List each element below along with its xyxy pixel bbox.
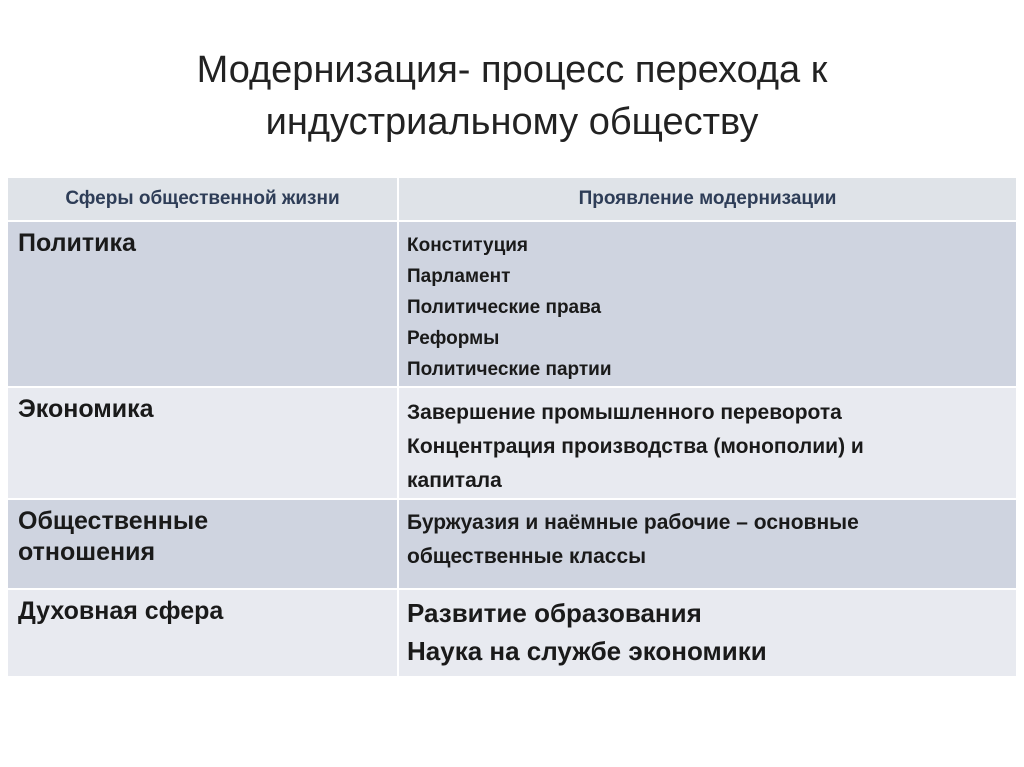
sphere-social-relations [8,498,399,588]
list-item: Буржуазия и наёмные рабочие – основные [407,511,859,534]
list-item: Завершение промышленного переворота [407,401,842,424]
list-item: Политические права [407,297,602,318]
table-row [8,386,1016,498]
sphere-label-line-1: Общественные [18,507,209,535]
slide-title-line-2: индустриальному обществу [265,101,759,143]
sphere-spiritual: Духовная сфера [8,588,399,676]
list-item: Парламент [407,266,511,287]
list-item: Конституция [407,235,529,256]
list-item: Концентрация производства (монополии) и [407,435,864,458]
table-header-row [8,178,1016,220]
list-item: Наука на службе экономики [407,636,767,666]
sphere-economy: Экономика [8,386,399,498]
slide-title [60,44,964,148]
sphere-politics: Политика [8,220,399,386]
slide-title-line-1: Модернизация- процесс перехода к [196,49,828,91]
table-row [8,588,1016,676]
header-manifestation: Проявление модернизации [399,178,1016,220]
spiritual-items [399,588,1016,676]
politics-items [399,220,1016,386]
economy-items [399,386,1016,498]
modernization-table [8,178,1016,676]
table-row [8,498,1016,588]
table-row [8,220,1016,386]
list-item: Реформы [407,328,500,349]
sphere-label-line-2: отношения [18,538,156,566]
list-item: Развитие образования [407,598,702,628]
header-spheres: Сферы общественной жизни [8,178,399,220]
list-item: общественные классы [407,545,647,568]
list-item: капитала [407,469,502,492]
social-items [399,498,1016,588]
list-item: Политические партии [407,359,612,380]
